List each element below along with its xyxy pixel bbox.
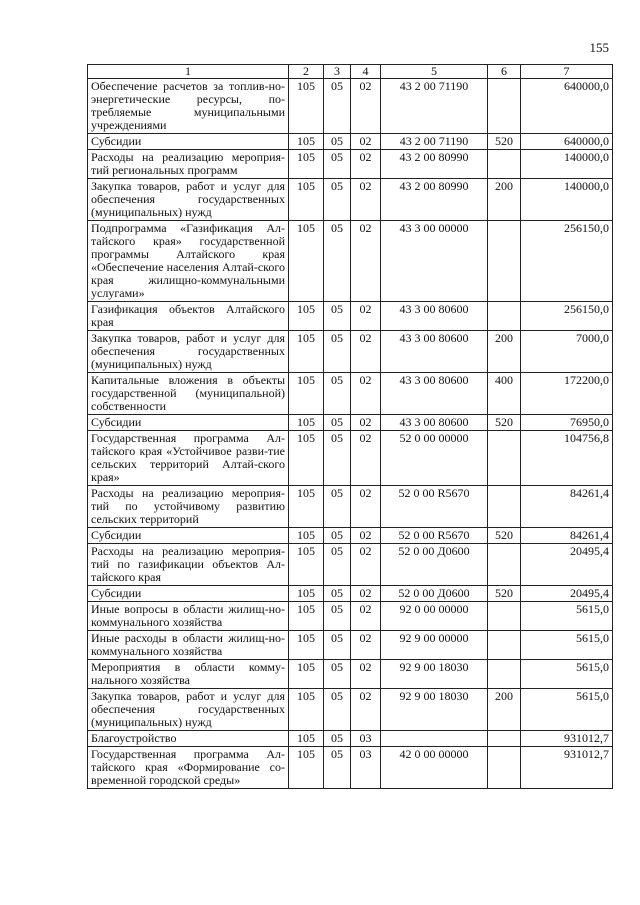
target-article-code: 43 3 00 80600 xyxy=(381,415,488,431)
section-code: 105 xyxy=(289,415,324,431)
expense-type-code xyxy=(488,747,521,789)
expense-type-code: 520 xyxy=(488,586,521,602)
column-4-code: 02 xyxy=(351,631,381,660)
column-4-code: 03 xyxy=(351,747,381,789)
subsection-code: 05 xyxy=(324,544,351,586)
target-article-code: 92 9 00 18030 xyxy=(381,689,488,731)
expense-type-code xyxy=(488,660,521,689)
amount: 7000,0 xyxy=(521,331,613,373)
header-col-3: 3 xyxy=(324,65,351,79)
expense-type-code xyxy=(488,150,521,179)
subsection-code: 05 xyxy=(324,373,351,415)
column-4-code: 02 xyxy=(351,586,381,602)
item-name: Государственная программа Ал-тайского края «Устойчивое разви-тие сельских территорий Алтай-ского края» xyxy=(88,431,289,486)
amount: 20495,4 xyxy=(521,586,613,602)
column-4-code: 02 xyxy=(351,486,381,528)
table-row xyxy=(88,631,613,660)
table-row xyxy=(88,586,613,602)
table-row xyxy=(88,544,613,586)
section-code: 105 xyxy=(289,486,324,528)
section-code: 105 xyxy=(289,689,324,731)
target-article-code: 92 9 00 18030 xyxy=(381,660,488,689)
column-4-code: 02 xyxy=(351,134,381,150)
amount: 84261,4 xyxy=(521,528,613,544)
amount: 931012,7 xyxy=(521,731,613,747)
subsection-code: 05 xyxy=(324,586,351,602)
section-code: 105 xyxy=(289,602,324,631)
item-name: Субсидии xyxy=(88,134,289,150)
header-col-1: 1 xyxy=(88,65,289,79)
table-row xyxy=(88,431,613,486)
section-code: 105 xyxy=(289,373,324,415)
table-row xyxy=(88,134,613,150)
subsection-code: 05 xyxy=(324,528,351,544)
expense-type-code xyxy=(488,731,521,747)
table-row xyxy=(88,179,613,221)
subsection-code: 05 xyxy=(324,689,351,731)
subsection-code: 05 xyxy=(324,302,351,331)
target-article-code: 52 0 00 R5670 xyxy=(381,486,488,528)
section-code: 105 xyxy=(289,302,324,331)
expense-type-code xyxy=(488,486,521,528)
target-article-code: 92 0 00 00000 xyxy=(381,602,488,631)
subsection-code: 05 xyxy=(324,486,351,528)
expense-type-code: 400 xyxy=(488,373,521,415)
item-name: Расходы на реализацию мероприя-тий по газификации объектов Ал-тайского края xyxy=(88,544,289,586)
item-name: Мероприятия в области комму-нального хозяйства xyxy=(88,660,289,689)
section-code: 105 xyxy=(289,747,324,789)
expense-type-code: 200 xyxy=(488,179,521,221)
item-name: Расходы на реализацию мероприя-тий региональных программ xyxy=(88,150,289,179)
item-name: Субсидии xyxy=(88,415,289,431)
target-article-code: 43 3 00 80600 xyxy=(381,373,488,415)
target-article-code: 43 2 00 80990 xyxy=(381,179,488,221)
column-4-code: 02 xyxy=(351,179,381,221)
column-4-code: 02 xyxy=(351,431,381,486)
expense-type-code: 520 xyxy=(488,134,521,150)
amount: 172200,0 xyxy=(521,373,613,415)
subsection-code: 05 xyxy=(324,660,351,689)
table-row xyxy=(88,602,613,631)
expense-type-code xyxy=(488,221,521,302)
subsection-code: 05 xyxy=(324,431,351,486)
target-article-code: 43 3 00 80600 xyxy=(381,331,488,373)
expense-type-code xyxy=(488,544,521,586)
column-4-code: 02 xyxy=(351,602,381,631)
target-article-code: 52 0 00 Д0600 xyxy=(381,586,488,602)
column-4-code: 02 xyxy=(351,415,381,431)
header-col-5: 5 xyxy=(381,65,488,79)
subsection-code: 05 xyxy=(324,134,351,150)
section-code: 105 xyxy=(289,586,324,602)
section-code: 105 xyxy=(289,221,324,302)
amount: 5615,0 xyxy=(521,602,613,631)
item-name: Закупка товаров, работ и услуг для обеспечения государственных (муниципальных) нужд xyxy=(88,331,289,373)
column-4-code: 03 xyxy=(351,731,381,747)
section-code: 105 xyxy=(289,331,324,373)
target-article-code xyxy=(381,731,488,747)
table-row xyxy=(88,221,613,302)
target-article-code: 43 2 00 71190 xyxy=(381,134,488,150)
column-4-code: 02 xyxy=(351,373,381,415)
expense-type-code xyxy=(488,302,521,331)
item-name: Субсидии xyxy=(88,528,289,544)
table-row xyxy=(88,150,613,179)
amount: 640000,0 xyxy=(521,79,613,134)
target-article-code: 43 3 00 00000 xyxy=(381,221,488,302)
table-row xyxy=(88,689,613,731)
amount: 140000,0 xyxy=(521,179,613,221)
section-code: 105 xyxy=(289,431,324,486)
item-name: Закупка товаров, работ и услуг для обеспечения государственных (муниципальных) нужд xyxy=(88,179,289,221)
section-code: 105 xyxy=(289,631,324,660)
subsection-code: 05 xyxy=(324,331,351,373)
amount: 104756,8 xyxy=(521,431,613,486)
header-col-4: 4 xyxy=(351,65,381,79)
item-name: Государственная программа Ал-тайского края «Формирование со-временной городской среды» xyxy=(88,747,289,789)
expense-type-code: 200 xyxy=(488,689,521,731)
section-code: 105 xyxy=(289,660,324,689)
subsection-code: 05 xyxy=(324,631,351,660)
table-row xyxy=(88,528,613,544)
item-name: Субсидии xyxy=(88,586,289,602)
amount: 931012,7 xyxy=(521,747,613,789)
column-4-code: 02 xyxy=(351,150,381,179)
amount: 20495,4 xyxy=(521,544,613,586)
table-row xyxy=(88,415,613,431)
column-4-code: 02 xyxy=(351,221,381,302)
column-4-code: 02 xyxy=(351,544,381,586)
target-article-code: 43 2 00 71190 xyxy=(381,79,488,134)
expense-type-code xyxy=(488,79,521,134)
amount: 140000,0 xyxy=(521,150,613,179)
amount: 5615,0 xyxy=(521,689,613,731)
section-code: 105 xyxy=(289,731,324,747)
subsection-code: 05 xyxy=(324,221,351,302)
table-row xyxy=(88,731,613,747)
section-code: 105 xyxy=(289,134,324,150)
table-row xyxy=(88,373,613,415)
expense-type-code xyxy=(488,431,521,486)
column-4-code: 02 xyxy=(351,302,381,331)
expense-type-code: 520 xyxy=(488,415,521,431)
subsection-code: 05 xyxy=(324,79,351,134)
header-col-2: 2 xyxy=(289,65,324,79)
expense-type-code: 520 xyxy=(488,528,521,544)
target-article-code: 42 0 00 00000 xyxy=(381,747,488,789)
amount: 640000,0 xyxy=(521,134,613,150)
target-article-code: 92 9 00 00000 xyxy=(381,631,488,660)
header-row xyxy=(88,65,613,79)
amount: 76950,0 xyxy=(521,415,613,431)
item-name: Расходы на реализацию мероприя-тий по устойчивому развитию сельских территорий xyxy=(88,486,289,528)
item-name: Иные вопросы в области жилищ-но-коммунального хозяйства xyxy=(88,602,289,631)
item-name: Иные расходы в области жилищ-но-коммунального хозяйства xyxy=(88,631,289,660)
column-4-code: 02 xyxy=(351,660,381,689)
table-row xyxy=(88,486,613,528)
amount: 256150,0 xyxy=(521,221,613,302)
target-article-code: 52 0 00 Д0600 xyxy=(381,544,488,586)
amount: 5615,0 xyxy=(521,660,613,689)
subsection-code: 05 xyxy=(324,731,351,747)
table-row xyxy=(88,302,613,331)
section-code: 105 xyxy=(289,544,324,586)
amount: 5615,0 xyxy=(521,631,613,660)
section-code: 105 xyxy=(289,150,324,179)
budget-table xyxy=(87,64,613,789)
table-row xyxy=(88,747,613,789)
column-4-code: 02 xyxy=(351,331,381,373)
subsection-code: 05 xyxy=(324,150,351,179)
amount: 256150,0 xyxy=(521,302,613,331)
column-4-code: 02 xyxy=(351,689,381,731)
header-col-6: 6 xyxy=(488,65,521,79)
target-article-code: 52 0 00 00000 xyxy=(381,431,488,486)
section-code: 105 xyxy=(289,79,324,134)
subsection-code: 05 xyxy=(324,602,351,631)
column-4-code: 02 xyxy=(351,79,381,134)
expense-type-code xyxy=(488,602,521,631)
expense-type-code: 200 xyxy=(488,331,521,373)
target-article-code: 43 2 00 80990 xyxy=(381,150,488,179)
item-name: Подпрограмма «Газификация Ал-тайского края» государственной программы Алтайского края «Обеспечение населения Алтай-ского края жилищно-коммунальными услугами» xyxy=(88,221,289,302)
target-article-code: 52 0 00 R5670 xyxy=(381,528,488,544)
table-row xyxy=(88,331,613,373)
amount: 84261,4 xyxy=(521,486,613,528)
expense-type-code xyxy=(488,631,521,660)
item-name: Капитальные вложения в объекты государственной (муниципальной) собственности xyxy=(88,373,289,415)
column-4-code: 02 xyxy=(351,528,381,544)
target-article-code: 43 3 00 80600 xyxy=(381,302,488,331)
subsection-code: 05 xyxy=(324,747,351,789)
section-code: 105 xyxy=(289,179,324,221)
table-row xyxy=(88,660,613,689)
subsection-code: 05 xyxy=(324,179,351,221)
section-code: 105 xyxy=(289,528,324,544)
item-name: Благоустройство xyxy=(88,731,289,747)
item-name: Закупка товаров, работ и услуг для обеспечения государственных (муниципальных) нужд xyxy=(88,689,289,731)
page-number: 155 xyxy=(589,40,609,55)
table-row xyxy=(88,79,613,134)
subsection-code: 05 xyxy=(324,415,351,431)
item-name: Газификация объектов Алтайского края xyxy=(88,302,289,331)
item-name: Обеспечение расчетов за топлив-но-энергетические ресурсы, по-требляемые муниципальными учреждениями xyxy=(88,79,289,134)
header-col-7: 7 xyxy=(521,65,613,79)
